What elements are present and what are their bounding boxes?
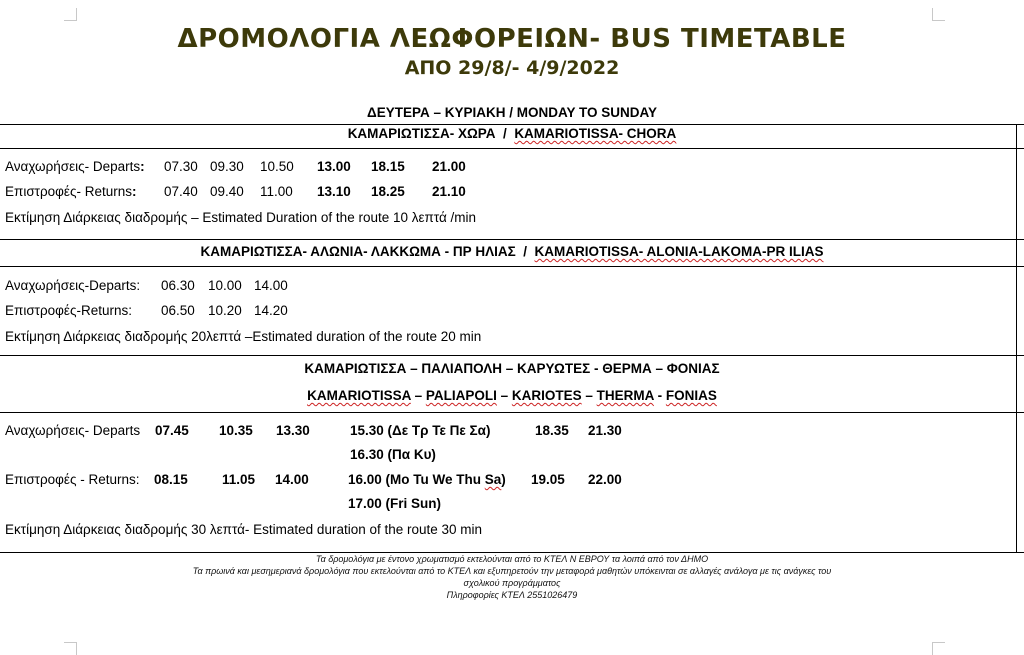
footnote: Τα πρωινά και μεσημεριανά δρομολόγια που εκτελούνται από το ΚΤΕΛ και εξυπηρετούν την μεταφορά μαθητών υπόκεινται σε αλλαγές ανάλογα με τις ανάγκες του [192,566,832,576]
crop-mark-bottom-right [932,642,945,655]
return-time: 11.00 [260,184,293,199]
departure-time: 10.35 [219,423,253,438]
section2-route-latin: KAMARIOTISSA- ALONIA-LAKOMA-PR ILIAS [534,244,824,259]
departure-time: 06.30 [161,278,195,293]
return-time: 09.40 [210,184,244,199]
divider [0,266,1024,267]
departure-time: 18.15 [371,159,405,174]
departure-time: 21.30 [588,423,622,438]
departure-time: 07.30 [164,159,198,174]
section1-returns-label: Επιστροφές- Returns: [5,184,137,199]
divider [0,355,1024,356]
crop-mark-top-right [932,8,945,21]
departure-time: 14.00 [254,278,288,293]
section1-departs-label: Αναχωρήσεις- Departs: [5,159,145,174]
departure-time: 13.30 [276,423,310,438]
section2-departs-label: Αναχωρήσεις-Departs: [5,278,141,293]
return-time: 18.25 [371,184,405,199]
departure-time: 10.00 [208,278,242,293]
return-time: 07.40 [164,184,198,199]
section1-duration: Εκτίμηση Διάρκειας διαδρομής – Estimated Duration of the route 10 λεπτά /min [5,210,477,225]
return-time: 19.05 [531,472,565,487]
return-time: 22.00 [588,472,622,487]
departure-time: 10.50 [260,159,294,174]
departure-time: 21.00 [432,159,466,174]
return-time: 17.00 (Fri Sun) [348,496,442,511]
page-title: ΔΡΟΜΟΛΟΓΙΑ ΛΕΩΦΟΡΕΙΩΝ- BUS TIMETABLE [177,24,847,54]
return-time: 06.50 [161,303,195,318]
section3-returns-label: Επιστροφές - Returns: [5,472,144,487]
section2-duration: Εκτίμηση Διάρκειας διαδρομής 20λεπτά –Estimated duration of the route 20 min [5,329,482,344]
days-heading: ΔΕΥΤΕΡΑ – ΚΥΡΙΑΚΗ / MONDAY TO SUNDAY [366,105,658,120]
footnote-phone: Πληροφορίες ΚΤΕΛ 2551026479 [446,590,578,600]
table-right-border [1016,124,1017,553]
section1-route-heading [0,124,1024,144]
section3-departs-label: Αναχωρήσεις- Departs [5,423,144,438]
footnote: Τα δρομολόγια με έντονο χρωματισμό εκτελούνται από το ΚΤΕΛ Ν ΕΒΡΟΥ τα λοιπά από τον ΔΗΜΟ [315,554,709,564]
departure-time: 09.30 [210,159,244,174]
section1-route-latin: KAMARIOTISSA- CHORA [514,126,677,141]
return-time: 13.10 [317,184,351,199]
section3-duration: Εκτίμηση Διάρκειας διαδρομής 30 λεπτά- Estimated duration of the route 30 min [5,522,483,537]
return-time: 08.15 [154,472,188,487]
divider [0,239,1024,240]
section1-route-greek: ΚΑΜΑΡΙΩΤΙΣΣΑ- ΧΩΡΑ [347,126,496,141]
return-time: 14.00 [275,472,309,487]
departure-time: 07.45 [155,423,189,438]
departure-time: 18.35 [535,423,569,438]
return-time: 14.20 [254,303,288,318]
route-separator: / [495,126,515,141]
table-bottom-border [0,552,1024,553]
return-time: 10.20 [208,303,242,318]
divider [0,412,1024,413]
departure-time: 16.30 (Πα Κυ) [350,447,436,462]
footnote: σχολικού προγράμματος [463,578,561,588]
section3-route-greek: ΚΑΜΑΡΙΩΤΙΣΣΑ – ΠΑΛΙΑΠΟΛΗ – ΚΑΡΥΩΤΕΣ - ΘΕΡΜΑ – ΦΟΝΙΑΣ [304,361,720,376]
crop-mark-bottom-left [64,642,77,655]
return-time: 11.05 [222,472,256,487]
section2-route-heading [0,242,1024,262]
period-subtitle: ΑΠΟ 29/8/- 4/9/2022 [404,57,620,79]
crop-mark-top-left [64,8,77,21]
section3-route-latin: KAMARIOTISSA – PALIAPOLI – KARIOTES – THERMA - FONIAS [307,388,717,403]
return-time: 21.10 [432,184,466,199]
departure-time: 13.00 [317,159,351,174]
section2-returns-label: Επιστροφές-Returns: [5,303,132,318]
section2-route-greek: ΚΑΜΑΡΙΩΤΙΣΣΑ- ΑΛΩΝΙΑ- ΛΑΚΚΩΜΑ - ΠΡ ΗΛΙΑΣ / [200,244,535,259]
return-time: 16.00 (Mo Tu We Thu Sa) [348,472,506,487]
departure-time: 15.30 (Δε Τρ Τε Πε Σα) [350,423,491,438]
divider [0,148,1024,149]
